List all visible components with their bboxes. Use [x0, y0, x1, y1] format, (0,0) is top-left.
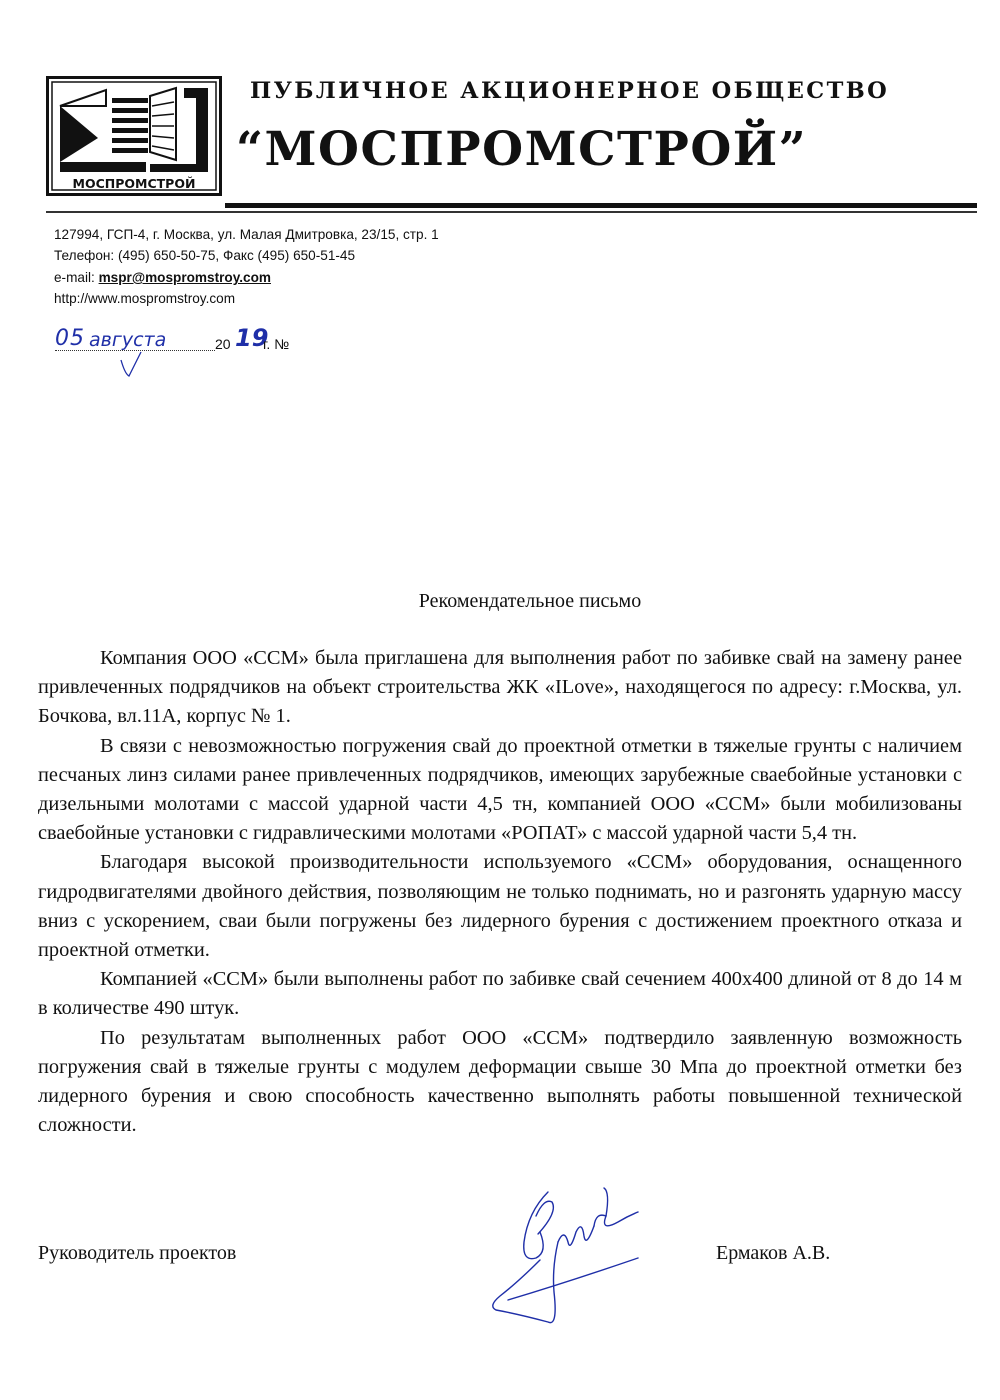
letter-paragraph: В связи с невозможностью погружения свай до проектной отметки в тяжелые грунты с наличием песчаных линз силами ранее привлеченных подрядчиков, имеющих зарубежные сваебойные установки с дизельными молотами с массой ударной части 4,5 тн, компанией ООО «ССМ» были мобилизованы сваебойные установки с гидравлическими молотами «РОПАТ» с массой ударной части 5,4 тн.: [38, 734, 962, 845]
signatory-position: Руководитель проектов: [38, 1242, 237, 1264]
date-line: [55, 320, 335, 380]
date-year-suffix: г. №: [263, 336, 290, 352]
letter-paragraph: Компания ООО «ССМ» была приглашена для выполнения работ по забивке свай на замену ранее привлеченных подрядчиков на объект строительства ЖК «ILove», находящегося по адресу: г.Москва, ул. Бочкова, вл.11А, корпус № 1.: [38, 647, 962, 728]
email-label: e-mail:: [54, 270, 99, 285]
company-type: ПУБЛИЧНОЕ АКЦИОНЕРНОЕ ОБЩЕСТВО: [250, 78, 890, 104]
email-link[interactable]: mspr@mospromstroy.com: [98, 270, 271, 285]
letter-paragraph: По результатам выполненных работ ООО «ССМ» подтвердило заявленную возможность погружения свай в тяжелые грунты с модулем деформации свыше 30 Мпа до проектной отметки без лидерного бурения и свою способность качественно выполнять работы повышенной технической сложности.: [38, 1026, 962, 1137]
date-day: 05: [55, 326, 85, 351]
letter-paragraph: Компанией «ССМ» были выполнены работ по забивке свай сечением 400х400 длиной от 8 до 14 м в количестве 490 штук.: [38, 968, 962, 1020]
header-rule-thick: [225, 203, 977, 208]
letter-body: [38, 644, 962, 1140]
company-logo: [46, 76, 222, 196]
date-check-stroke: [115, 350, 155, 380]
header-rule-thin: [46, 211, 977, 213]
letter-paragraph: Благодаря высокой производительности используемого «ССМ» оборудования, оснащенного гидродвигателями двойного действия, позволяющим не только поднимать, но и разгонять ударную массу вниз с ускорением, сваи были погружены без лидерного бурения с достижением проектного отказа и проектной отметки.: [38, 851, 962, 962]
logo-text: МОСПРОМСТРОЙ: [72, 176, 196, 191]
date-year-handwritten: 19: [235, 324, 269, 352]
contact-address: 127994, ГСП-4, г. Москва, ул. Малая Дмитровка, 23/15, стр. 1: [54, 227, 439, 242]
letter-title: Рекомендательное письмо: [418, 590, 642, 612]
date-year-prefix: 20: [215, 336, 231, 352]
contact-website[interactable]: http://www.mospromstroy.com: [54, 291, 236, 306]
contact-phone: Телефон: (495) 650-50-75, Факс (495) 650-51-45: [54, 248, 356, 263]
handwritten-signature: [478, 1172, 648, 1332]
contact-email: [54, 270, 271, 285]
date-month: августа: [89, 329, 167, 351]
company-name: “МОСПРОМСТРОЙ”: [236, 122, 808, 177]
signatory-name: Ермаков А.В.: [716, 1242, 831, 1264]
